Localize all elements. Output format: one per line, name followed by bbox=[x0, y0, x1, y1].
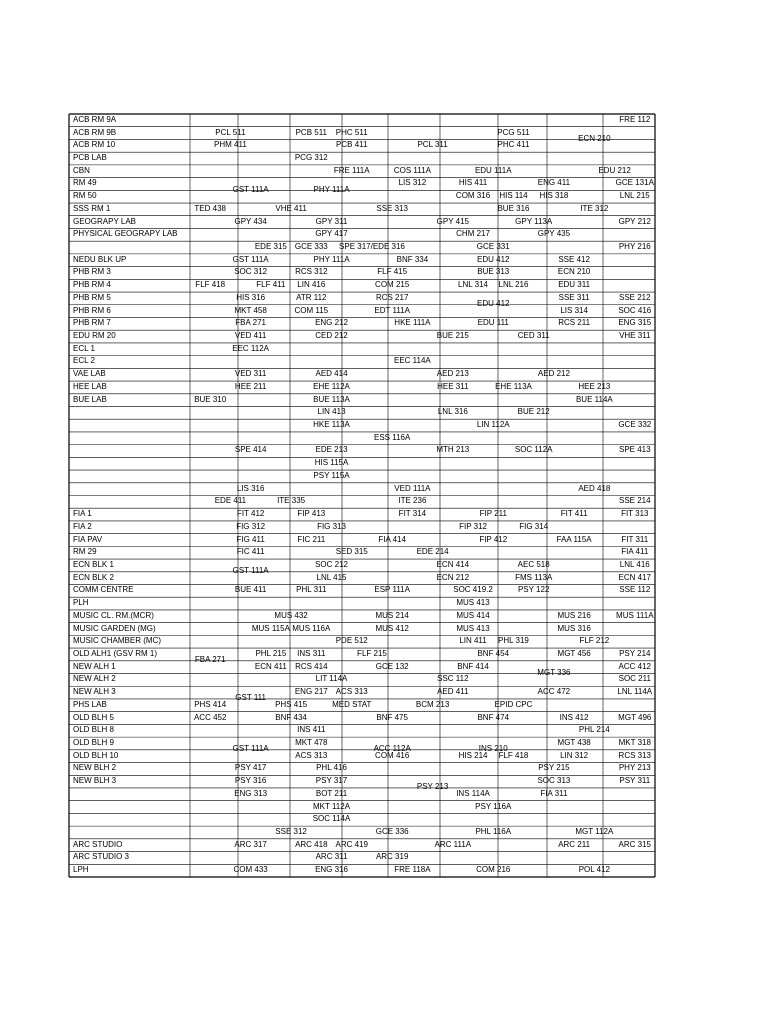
room-label: NEW ALH 3 bbox=[73, 687, 116, 697]
room-label: PCB LAB bbox=[73, 153, 107, 162]
course-code: GPY 311 bbox=[315, 216, 348, 226]
course-code: HIS 214 bbox=[458, 750, 488, 760]
merged-course-code: PSY 213 bbox=[416, 782, 449, 792]
course-code: VED 311 bbox=[234, 369, 267, 379]
course-code: SOC 211 bbox=[618, 674, 651, 684]
course-code: EDE 214 bbox=[416, 547, 449, 557]
course-code: PCL 511 bbox=[215, 127, 246, 137]
course-code: HIS 316 bbox=[236, 292, 266, 302]
course-code: FIC 211 bbox=[297, 534, 326, 544]
course-code: ITE 236 bbox=[398, 496, 427, 506]
room-label: ARC STUDIO bbox=[73, 839, 123, 849]
course-code: HEE 213 bbox=[578, 381, 611, 391]
room-label: FIA 2 bbox=[73, 521, 92, 531]
room-label: MUSIC CL. RM.(MCR) bbox=[73, 610, 154, 620]
course-code: RCS 211 bbox=[558, 318, 591, 328]
course-code: SOC 112A bbox=[514, 445, 553, 455]
course-code: PCB 411 bbox=[336, 140, 368, 150]
course-code: ENG 212 bbox=[315, 318, 348, 328]
course-code: PHC 411 bbox=[497, 140, 530, 150]
room-label: LPH bbox=[73, 865, 89, 875]
course-code: SSE 214 bbox=[618, 496, 651, 506]
course-code: FRE 112 bbox=[619, 114, 651, 124]
course-code: PSY 116A bbox=[475, 801, 512, 811]
course-code: PSY 311 bbox=[619, 776, 651, 786]
course-code: BNF 414 bbox=[457, 661, 489, 671]
room-label: SSS RM 1 bbox=[73, 203, 111, 213]
course-code: SOC 312 bbox=[234, 267, 268, 277]
course-code: FMS 113A bbox=[515, 572, 553, 582]
room-label: NEW ALH 2 bbox=[73, 674, 116, 684]
course-code: GCE 333 bbox=[294, 242, 328, 252]
room-label: NEDU BLK UP bbox=[73, 254, 127, 264]
room-label: RM 29 bbox=[73, 547, 97, 557]
course-code: PHY 213 bbox=[618, 763, 651, 773]
course-code: PSY 122 bbox=[517, 585, 550, 595]
course-code: BNF 334 bbox=[396, 254, 429, 264]
course-code: MUS 116A bbox=[292, 623, 331, 633]
room-label: PLH bbox=[73, 598, 89, 608]
course-code: EDE 411 bbox=[214, 496, 247, 506]
course-code: ENG 313 bbox=[234, 788, 268, 798]
course-code: HKE 111A bbox=[394, 318, 431, 328]
course-code: RCS 313 bbox=[618, 750, 652, 760]
course-code: FIG 312 bbox=[236, 521, 266, 531]
course-code: LIS 314 bbox=[560, 305, 588, 315]
course-code: ENG 315 bbox=[618, 318, 652, 328]
merged-course-code: GST 111A bbox=[232, 184, 269, 194]
course-code: EEC 114A bbox=[394, 356, 431, 366]
course-code: BUE 114A bbox=[575, 394, 613, 404]
course-code: PSY 115A bbox=[313, 470, 350, 480]
course-code: PSY 316 bbox=[234, 776, 267, 786]
course-code: PHL 416 bbox=[316, 763, 347, 773]
course-code: ARC 311 bbox=[315, 852, 348, 862]
course-code: ARC 317 bbox=[234, 839, 267, 849]
course-code: TED 438 bbox=[194, 203, 226, 213]
course-code: BUE 313 bbox=[477, 267, 510, 277]
course-code: COS 111A bbox=[393, 165, 431, 175]
course-code: LNL 215 bbox=[619, 191, 650, 201]
course-code: EDU 111A bbox=[474, 165, 512, 175]
course-code: GCE 331 bbox=[476, 242, 510, 252]
course-code: MKT 112A bbox=[312, 801, 351, 811]
course-code: SPE 317/EDE 316 bbox=[339, 242, 405, 252]
course-code: FIP 312 bbox=[459, 521, 487, 531]
room-label: ECN BLK 1 bbox=[73, 559, 114, 569]
course-code: SSE 311 bbox=[558, 292, 590, 302]
course-code: COM 216 bbox=[476, 865, 511, 875]
course-code: EDU 311 bbox=[558, 280, 591, 290]
course-code: BUE 215 bbox=[436, 331, 469, 341]
course-code: FIT 411 bbox=[560, 509, 588, 519]
course-code: MUS 214 bbox=[375, 610, 409, 620]
course-code: COM 416 bbox=[375, 750, 410, 760]
room-label: ARC STUDIO 3 bbox=[73, 852, 130, 862]
course-code: RCS 312 bbox=[295, 267, 328, 277]
course-code: BNF 434 bbox=[275, 712, 307, 722]
course-code: BUE 411 bbox=[234, 585, 267, 595]
course-code: FRE 111A bbox=[333, 165, 370, 175]
course-code: LIT 114A bbox=[315, 674, 348, 684]
course-code: FIT 311 bbox=[621, 534, 649, 544]
room-label: FIA PAV bbox=[73, 534, 103, 544]
course-code: ESS 116A bbox=[374, 432, 411, 442]
course-code: LIN 112A bbox=[476, 420, 510, 430]
room-label: HEE LAB bbox=[73, 381, 107, 391]
course-code: FIP 413 bbox=[297, 509, 326, 519]
course-code: MUS 316 bbox=[557, 623, 591, 633]
room-label: NEW ALH 1 bbox=[73, 661, 116, 671]
course-code: GPY 212 bbox=[618, 216, 651, 226]
course-code: PSY 215 bbox=[538, 763, 570, 773]
room-label: ECN BLK 2 bbox=[73, 572, 114, 582]
course-code: AED 418 bbox=[578, 483, 611, 493]
course-code: FLF 415 bbox=[377, 267, 408, 277]
course-code: ENG 316 bbox=[315, 865, 348, 875]
merged-course-code: INS 210 bbox=[478, 744, 508, 754]
course-code: SOC 419.2 bbox=[453, 585, 493, 595]
course-code: COM 115 bbox=[294, 305, 329, 315]
course-code: PSY 214 bbox=[619, 648, 651, 658]
course-code: MGT 456 bbox=[557, 648, 591, 658]
merged-course-code: PHY 111A bbox=[313, 184, 350, 194]
room-label: PHB RM 6 bbox=[73, 305, 111, 315]
course-code: MUS 216 bbox=[557, 610, 591, 620]
course-code: HIS 411 bbox=[458, 178, 488, 188]
course-code: GST 111A bbox=[232, 254, 269, 264]
course-code: ARC 211 bbox=[558, 839, 591, 849]
course-code: FIP 211 bbox=[479, 509, 507, 519]
course-code: BNF 475 bbox=[376, 712, 408, 722]
course-code: VED 411 bbox=[234, 331, 267, 341]
course-code: EHE 113A bbox=[495, 381, 532, 391]
course-code: PHL 116A bbox=[475, 826, 512, 836]
course-code: INS 114A bbox=[456, 788, 490, 798]
room-label: ACB RM 9B bbox=[73, 127, 117, 137]
course-code: GPY 415 bbox=[436, 216, 469, 226]
course-code: GCE 336 bbox=[375, 826, 409, 836]
merged-course-code: ECN 210 bbox=[578, 133, 611, 143]
course-code: LIN 413 bbox=[317, 407, 346, 417]
course-code: PHS 414 bbox=[194, 699, 227, 709]
course-code: SSE 312 bbox=[275, 826, 307, 836]
room-label: CBN bbox=[73, 165, 90, 175]
course-code: MKT 458 bbox=[234, 305, 267, 315]
course-code: CHM 217 bbox=[456, 229, 490, 239]
course-code: SSC 112 bbox=[437, 674, 469, 684]
room-label: PHB RM 4 bbox=[73, 280, 111, 290]
course-code: FIG 314 bbox=[519, 521, 549, 531]
course-code: ACC 472 bbox=[537, 687, 571, 697]
course-code: FLF 215 bbox=[357, 648, 387, 658]
course-code: RCS 217 bbox=[375, 292, 409, 302]
course-code: AED 414 bbox=[315, 369, 348, 379]
course-code: LIN 411 bbox=[459, 636, 487, 646]
course-code: MGT 438 bbox=[557, 737, 591, 747]
room-label: GEOGRAPY LAB bbox=[73, 216, 136, 226]
course-code: PHS 415 bbox=[275, 699, 308, 709]
course-code: COM 316 bbox=[455, 191, 491, 201]
room-label: VAE LAB bbox=[73, 369, 106, 379]
course-code: FIA 414 bbox=[378, 534, 406, 544]
room-label: NEW BLH 2 bbox=[73, 763, 117, 773]
course-code: PHL 311 bbox=[296, 585, 327, 595]
course-code: GCE 332 bbox=[618, 420, 652, 430]
course-code: EEC 112A bbox=[232, 343, 270, 353]
room-label: PHB RM 5 bbox=[73, 292, 111, 302]
room-label: ECL 1 bbox=[73, 343, 95, 353]
course-code: AEC 518 bbox=[517, 559, 550, 569]
room-label: ECL 2 bbox=[73, 356, 95, 366]
room-label: PHS LAB bbox=[73, 699, 107, 709]
course-code: FIT 412 bbox=[236, 509, 265, 519]
course-code: INS 311 bbox=[297, 648, 326, 658]
course-code: PCG 511 bbox=[497, 127, 530, 137]
course-code: MUS 412 bbox=[375, 623, 409, 633]
course-code: CED 311 bbox=[517, 331, 550, 341]
course-code: GPY 434 bbox=[234, 216, 267, 226]
course-code: MTH 213 bbox=[436, 445, 470, 455]
course-code: AED 411 bbox=[437, 687, 469, 697]
course-code: FLF 411 bbox=[256, 280, 286, 290]
course-code: PHL 215 bbox=[255, 648, 287, 658]
course-code: LNL 314 bbox=[458, 280, 489, 290]
course-code: SOC 114A bbox=[312, 814, 351, 824]
room-label: OLD BLH 5 bbox=[73, 712, 114, 722]
course-code: MUS 115A bbox=[251, 623, 290, 633]
course-code: EDE 315 bbox=[254, 242, 287, 252]
course-code: BUE 310 bbox=[194, 394, 227, 404]
room-label: ACB RM 9A bbox=[73, 114, 117, 124]
course-code: VHE 311 bbox=[619, 331, 651, 341]
course-code: BOT 211 bbox=[315, 788, 348, 798]
course-code: FLF 418 bbox=[498, 750, 529, 760]
course-code: EDT 111A bbox=[374, 305, 410, 315]
course-code: RCS 414 bbox=[295, 661, 328, 671]
course-code: HEE 211 bbox=[234, 381, 267, 391]
course-code: SPE 414 bbox=[234, 445, 267, 455]
course-code: ARC 315 bbox=[618, 839, 652, 849]
course-code: SOC 416 bbox=[618, 305, 652, 315]
merged-course-code: MGT 336 bbox=[537, 668, 571, 678]
course-code: SSE 412 bbox=[558, 254, 590, 264]
course-code: PCB 511 bbox=[295, 127, 328, 137]
course-code: INS 412 bbox=[559, 712, 589, 722]
course-code: EHE 112A bbox=[313, 381, 350, 391]
course-code: ECN 212 bbox=[436, 572, 470, 582]
course-code: SSE 112 bbox=[619, 585, 651, 595]
merged-course-code: FBA 271 bbox=[194, 655, 226, 665]
course-code: MUS 432 bbox=[274, 610, 308, 620]
course-code: INS 411 bbox=[297, 725, 326, 735]
course-code: MKT 478 bbox=[295, 737, 328, 747]
course-code: HIS 114 bbox=[499, 191, 528, 201]
course-code: FIC 411 bbox=[236, 547, 265, 557]
course-code: SSE 313 bbox=[376, 203, 408, 213]
room-label: PHB RM 3 bbox=[73, 267, 111, 277]
course-code: MUS 413 bbox=[456, 623, 490, 633]
room-label: BUE LAB bbox=[73, 394, 107, 404]
course-code: LIN 416 bbox=[297, 280, 326, 290]
course-code: PCG 312 bbox=[294, 153, 328, 162]
course-code: LNL 416 bbox=[619, 559, 650, 569]
course-code: HIS 318 bbox=[539, 191, 569, 201]
course-code: ARC 419 bbox=[335, 839, 368, 849]
course-code: AED 213 bbox=[436, 369, 469, 379]
course-code: ECN 414 bbox=[436, 559, 470, 569]
course-code: LIS 312 bbox=[398, 178, 427, 188]
course-code: AED 212 bbox=[537, 369, 570, 379]
course-code: BNF 454 bbox=[477, 648, 510, 658]
course-code: BUE 316 bbox=[497, 203, 530, 213]
course-code: FIA 311 bbox=[540, 788, 568, 798]
course-code: SOC 313 bbox=[537, 776, 571, 786]
room-label: MUSIC GARDEN (MG) bbox=[73, 623, 156, 633]
course-code: FIG 313 bbox=[317, 521, 346, 531]
course-code: PSY 417 bbox=[234, 763, 267, 773]
course-code: POL 412 bbox=[578, 865, 610, 875]
course-code: MUS 413 bbox=[456, 598, 490, 608]
room-label: PHB RM 7 bbox=[73, 318, 111, 328]
course-code: GCE 132 bbox=[375, 661, 409, 671]
course-code: MUS 111A bbox=[616, 610, 654, 620]
course-code: FIG 411 bbox=[236, 534, 265, 544]
course-code: PCL 311 bbox=[417, 140, 448, 150]
course-code: PDE 512 bbox=[335, 636, 368, 646]
merged-course-code: GST 111A bbox=[232, 744, 269, 754]
course-code: COM 433 bbox=[233, 865, 268, 875]
room-label: FIA 1 bbox=[73, 509, 92, 519]
room-label: OLD ALH1 (GSV RM 1) bbox=[73, 648, 158, 658]
course-code: LNL 316 bbox=[437, 407, 468, 417]
course-code: ACS 313 bbox=[295, 750, 328, 760]
course-code: ESP 111A bbox=[374, 585, 410, 595]
course-code: GPY 417 bbox=[315, 229, 348, 239]
room-label: MUSIC CHAMBER (MC) bbox=[73, 636, 161, 646]
course-code: VED 111A bbox=[394, 483, 431, 493]
course-code: ENG 411 bbox=[537, 178, 571, 188]
course-code: BUE 113A bbox=[313, 394, 350, 404]
merged-course-code: GST 111 bbox=[235, 693, 266, 703]
course-code: BNF 474 bbox=[477, 712, 510, 722]
course-code: BUE 212 bbox=[517, 407, 550, 417]
course-code: EDU 412 bbox=[477, 254, 510, 264]
course-code: HKE 113A bbox=[313, 420, 350, 430]
course-code: PHC 511 bbox=[335, 127, 368, 137]
course-code: ITE 335 bbox=[277, 496, 306, 506]
course-code: LIS 316 bbox=[236, 483, 265, 493]
course-code: EDE 213 bbox=[315, 445, 348, 455]
course-code: GCE 131A bbox=[615, 178, 654, 188]
course-code: ECN 210 bbox=[557, 267, 591, 277]
course-code: CED 212 bbox=[315, 331, 348, 341]
course-code: EDU 111 bbox=[477, 318, 509, 328]
course-code: ARC 418 bbox=[295, 839, 328, 849]
course-code: HIS 115A bbox=[314, 458, 349, 468]
merged-course-code: ACC 112A bbox=[373, 744, 411, 754]
course-code: EDU 212 bbox=[598, 165, 631, 175]
course-code: VHE 411 bbox=[275, 203, 307, 213]
course-code: SOC 212 bbox=[315, 559, 348, 569]
room-label: RM 49 bbox=[73, 178, 97, 188]
room-label: ACB RM 10 bbox=[73, 140, 116, 150]
course-code: ARC 319 bbox=[375, 852, 409, 862]
course-code: FAA 115A bbox=[556, 534, 592, 544]
room-label: OLD BLH 8 bbox=[73, 725, 114, 735]
merged-course-code: EDU 412 bbox=[477, 299, 510, 309]
course-code: ECN 411 bbox=[254, 661, 287, 671]
room-label: OLD BLH 10 bbox=[73, 750, 119, 760]
course-code: MGT 112A bbox=[575, 826, 614, 836]
room-label: NEW BLH 3 bbox=[73, 776, 117, 786]
course-code: ARC 111A bbox=[434, 839, 472, 849]
course-code: PHL 319 bbox=[498, 636, 529, 646]
course-code: HEE 311 bbox=[437, 381, 469, 391]
course-code: LNL 114A bbox=[617, 687, 653, 697]
course-code: ENG 217 bbox=[294, 687, 328, 697]
course-code: ACC 412 bbox=[618, 661, 652, 671]
course-code: BCM 213 bbox=[415, 699, 450, 709]
course-code: PSY 317 bbox=[315, 776, 348, 786]
course-code: LNL 216 bbox=[498, 280, 529, 290]
course-code: PHM 411 bbox=[214, 140, 247, 150]
course-code: COM 215 bbox=[375, 280, 410, 290]
course-code: ITE 312 bbox=[580, 203, 609, 213]
course-code: SED 315 bbox=[335, 547, 368, 557]
course-code: SSE 212 bbox=[618, 292, 651, 302]
course-code: FRE 118A bbox=[394, 865, 431, 875]
course-code: LIN 312 bbox=[560, 750, 589, 760]
room-label: COMM CENTRE bbox=[73, 585, 134, 595]
course-code: FLF 418 bbox=[195, 280, 226, 290]
course-code: GPY 113A bbox=[515, 216, 553, 226]
course-code: FBA 271 bbox=[235, 318, 266, 328]
course-code: ATR 112 bbox=[296, 292, 327, 302]
merged-course-code: GST 111A bbox=[232, 566, 269, 576]
course-code: GPY 435 bbox=[537, 229, 571, 239]
course-code: ECN 417 bbox=[618, 572, 652, 582]
course-code: FIT 314 bbox=[398, 509, 427, 519]
course-code: FIT 313 bbox=[621, 509, 649, 519]
course-code: MUS 414 bbox=[456, 610, 490, 620]
course-code: MKT 318 bbox=[618, 737, 651, 747]
course-code: SPE 413 bbox=[618, 445, 651, 455]
course-code: ACS 313 bbox=[335, 687, 368, 697]
course-code: LNL 415 bbox=[316, 572, 347, 582]
course-code: FIA 411 bbox=[621, 547, 649, 557]
course-code: FLF 212 bbox=[579, 636, 610, 646]
room-label: RM 50 bbox=[73, 191, 97, 201]
room-label: EDU RM 20 bbox=[73, 331, 116, 341]
course-code: PHL 214 bbox=[578, 725, 610, 735]
course-code: MGT 496 bbox=[618, 712, 652, 722]
room-label: PHYSICAL GEOGRAPY LAB bbox=[73, 229, 178, 239]
course-code: PHY 216 bbox=[618, 242, 651, 252]
course-code: ACC 452 bbox=[193, 712, 227, 722]
course-code: MED STAT bbox=[332, 699, 372, 709]
course-code: FIP 412 bbox=[479, 534, 508, 544]
course-code: EPID CPC bbox=[494, 699, 533, 709]
course-code: PHY 111A bbox=[313, 254, 350, 264]
room-label: OLD BLH 9 bbox=[73, 737, 114, 747]
